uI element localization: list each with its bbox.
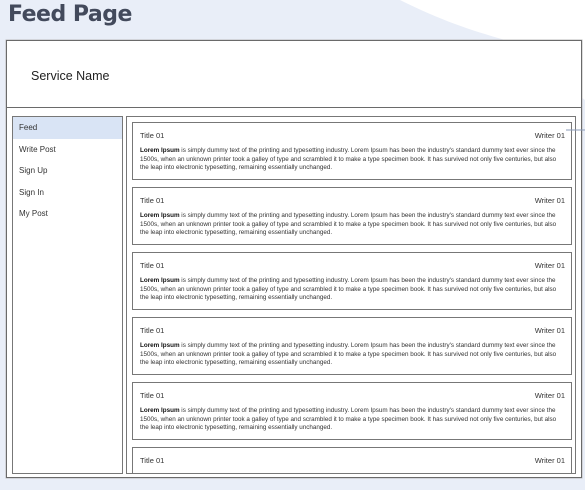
sidebar-item-sign-in[interactable]: Sign In xyxy=(19,187,44,197)
sidebar-item-feed[interactable]: Feed xyxy=(13,117,122,139)
post-writer: Writer 01 xyxy=(534,391,565,400)
post-title: Title 01 xyxy=(140,456,165,465)
sidebar-item-write-post[interactable]: Write Post xyxy=(19,144,56,154)
post-writer: Writer 01 xyxy=(534,261,565,270)
post-writer: Writer 01 xyxy=(534,456,565,465)
post-body xyxy=(140,212,565,238)
sidebar-nav xyxy=(12,116,123,474)
post-body-bold: Lorem Ipsum xyxy=(140,407,180,414)
feed-post-card[interactable] xyxy=(132,382,572,440)
post-writer: Writer 01 xyxy=(534,326,565,335)
post-body xyxy=(140,147,565,173)
service-name[interactable]: Service Name xyxy=(31,69,110,83)
post-body-bold: Lorem Ipsum xyxy=(140,342,180,349)
post-body-bold: Lorem Ipsum xyxy=(140,147,180,154)
sidebar-item-my-post[interactable]: My Post xyxy=(19,209,48,218)
post-body-text: is simply dummy text of the printing and typesetting industry. Lorem Ipsum has been the industry's standard dummy text ever since the 1500s, when an unknown printer took a galley of type and scrambled it to make a type specimen book. It has survived not only five centuries, but also the leap into electronic typesetting, remaining essentially unchanged. xyxy=(140,212,557,237)
post-title: Title 01 xyxy=(140,196,165,205)
annotation-connector-line xyxy=(566,128,585,132)
feed-post-card[interactable] xyxy=(132,447,572,474)
service-header xyxy=(7,41,581,108)
post-writer: Writer 01 xyxy=(534,131,565,140)
post-body-text: is simply dummy text of the printing and typesetting industry. Lorem Ipsum has been the industry's standard dummy text ever since the 1500s, when an unknown printer took a galley of type and scrambled it to make a type specimen book. It has survived not only five centuries, but also the leap into electronic typesetting, remaining essentially unchanged. xyxy=(140,147,557,172)
post-title: Title 01 xyxy=(140,391,165,400)
sidebar-item-sign-up[interactable]: Sign Up xyxy=(19,166,48,175)
post-body xyxy=(140,277,565,303)
post-title: Title 01 xyxy=(140,261,165,270)
post-body-text: is simply dummy text of the printing and typesetting industry. Lorem Ipsum has been the industry's standard dummy text ever since the 1500s, when an unknown printer took a galley of type and scrambled it to make a type specimen book. It has survived not only five centuries, but also the leap into electronic typesetting, remaining essentially unchanged. xyxy=(140,277,557,302)
post-writer: Writer 01 xyxy=(534,196,565,205)
page-heading: Feed Page xyxy=(8,2,132,27)
feed-post-card[interactable] xyxy=(132,317,572,375)
feed-post-card[interactable] xyxy=(132,187,572,245)
post-body xyxy=(140,342,565,368)
feed-post-card[interactable] xyxy=(132,252,572,310)
post-title: Title 01 xyxy=(140,131,165,140)
post-body xyxy=(140,407,565,433)
post-body-text: is simply dummy text of the printing and typesetting industry. Lorem Ipsum has been the industry's standard dummy text ever since the 1500s, when an unknown printer took a galley of type and scrambled it to make a type specimen book. It has survived not only five centuries, but also the leap into electronic typesetting, remaining essentially unchanged. xyxy=(140,407,557,432)
post-body-bold: Lorem Ipsum xyxy=(140,277,180,284)
browser-frame xyxy=(6,40,582,478)
feed-post-card[interactable] xyxy=(132,122,572,180)
post-title: Title 01 xyxy=(140,326,165,335)
post-body-bold: Lorem Ipsum xyxy=(140,212,180,219)
feed-list xyxy=(126,116,576,474)
post-body-text: is simply dummy text of the printing and typesetting industry. Lorem Ipsum has been the industry's standard dummy text ever since the 1500s, when an unknown printer took a galley of type and scrambled it to make a type specimen book. It has survived not only five centuries, but also the leap into electronic typesetting, remaining essentially unchanged. xyxy=(140,342,557,367)
